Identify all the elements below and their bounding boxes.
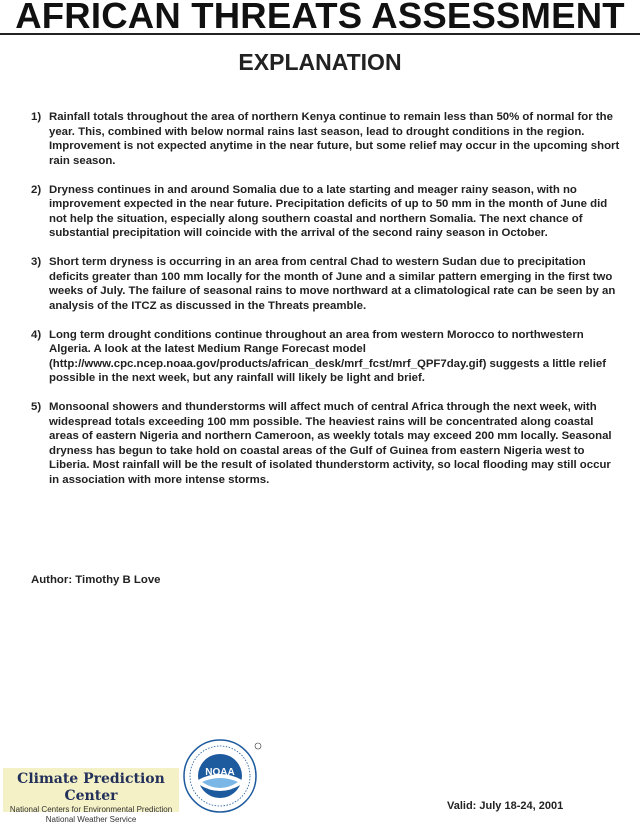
list-item [31, 400, 621, 487]
item-text: Rainfall totals throughout the area of northern Kenya continue to remain less than 50% of normal for the year. This, combined with below normal rains last season, lead to drought conditions in the region. Improvement is not expected anytime in the near future, but some relief may occur in the upcoming short rain season. [49, 110, 621, 168]
cpc-subline-2: National Weather Service [3, 815, 179, 824]
cpc-logo [3, 768, 179, 812]
author-line: Author: Timothy B Love [31, 573, 161, 588]
cpc-subline-1: National Centers for Environmental Prediction [3, 805, 179, 815]
list-item [31, 110, 621, 168]
item-number: 5) [31, 400, 49, 487]
noaa-label: NOAA [205, 767, 234, 778]
list-item [31, 183, 621, 241]
item-number: 4) [31, 328, 49, 386]
item-text: Short term dryness is occurring in an area from central Chad to western Sudan due to precipitation deficits greater than 100 mm locally for the month of June and a similar pattern emerging in the first two weeks of July. The failure of seasonal rains to move northward at a climatological rate can be seen by an analysis of the ITCZ as discussed in the Threats preamble. [49, 255, 621, 313]
cpc-name: Climate Prediction Center [3, 771, 179, 805]
valid-dates: Valid: July 18-24, 2001 [447, 800, 563, 813]
item-text: Dryness continues in and around Somalia due to a late starting and meager rainy season, with no improvement expected in the near future. Precipitation deficits of up to 50 mm in the month of June did not help the situation, especially along southern coastal and northern Somalia. The next chance of substantial precipitation will coincide with the arrival of the second rainy season in October. [49, 183, 621, 241]
noaa-seal-icon [180, 738, 264, 814]
item-number: 3) [31, 255, 49, 313]
item-text: Long term drought conditions continue throughout an area from western Morocco to northwestern Algeria. A look at the latest Medium Range Forecast model (http://www.cpc.ncep.noaa.gov/products/african_desk/mrf_fcst/mrf_QPF7day.gif) suggests a little relief possible in the next week, but any rainfall will likely be light and brief. [49, 328, 621, 386]
item-number: 1) [31, 110, 49, 168]
item-text: Monsoonal showers and thunderstorms will affect much of central Africa through the next week, with widespread totals exceeding 100 mm possible. The heaviest rains will be concentrated along coastal areas of eastern Nigeria and northern Cameroon, as weekly totals may exceed 200 mm locally. Seasonal dryness has begun to take hold on coastal areas of the Gulf of Guinea from eastern Nigeria west to Liberia. Most rainfall will be the result of isolated thunderstorm activity, so local flooding may still occur in association with more intense storms. [49, 400, 621, 487]
title-underline [0, 33, 640, 35]
explanation-list [31, 110, 621, 502]
item-number: 2) [31, 183, 49, 241]
list-item [31, 328, 621, 386]
page-title: AFRICAN THREATS ASSESSMENT [0, 0, 640, 36]
list-item [31, 255, 621, 313]
page-subtitle: EXPLANATION [0, 48, 640, 76]
